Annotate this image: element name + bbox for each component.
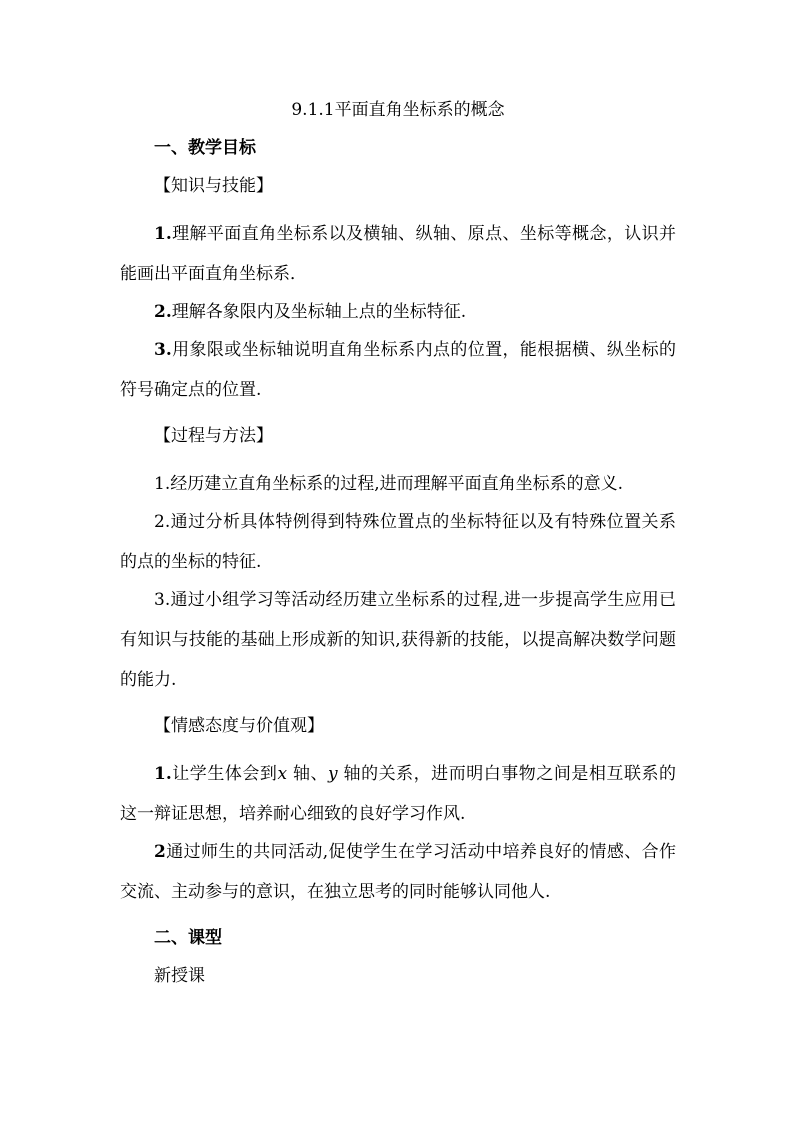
section-heading-lesson-type: 二、课型 xyxy=(154,928,222,948)
objective-item xyxy=(120,292,676,332)
objective-item xyxy=(120,330,676,410)
item-text: 通过小组学习等活动经历建立坐标系的过程,进一步提高学生应用已有知识与技能的基础上形成新的知识,获得新的技能，以提高解决数学问题的能力. xyxy=(120,590,676,690)
subheading-attitudes-values: 【情感态度与价值观】 xyxy=(154,716,324,736)
document-page xyxy=(120,100,676,986)
objective-item xyxy=(120,580,676,700)
document-title: 9.1.1平面直角坐标系的概念 xyxy=(291,100,505,120)
subheading-process-methods: 【过程与方法】 xyxy=(154,426,273,446)
lesson-type-body: 新授课 xyxy=(154,966,205,986)
item-number: 1. xyxy=(154,224,172,244)
item-text-pre: 让学生体会到 xyxy=(171,764,278,784)
section-heading-objectives: 一、教学目标 xyxy=(154,138,256,158)
subheading-knowledge-skills: 【知识与技能】 xyxy=(154,176,273,196)
item-number: 2 xyxy=(154,842,166,862)
item-number: 1. xyxy=(154,474,171,494)
item-text: 通过分析具体特例得到特殊位置点的坐标特征以及有特殊位置关系的点的坐标的特征. xyxy=(120,512,676,572)
item-text: 通过师生的共同活动,促使学生在学习活动中培养良好的情感、合作交流、主动参与的意识，在独立思考的同时能够认同他人. xyxy=(120,842,676,902)
variable-x: x xyxy=(277,764,288,784)
item-text: 用象限或坐标轴说明直角坐标系内点的位置，能根据横、纵坐标的符号确定点的位置. xyxy=(120,340,676,400)
objective-item xyxy=(120,214,676,294)
item-number: 2. xyxy=(154,512,171,532)
item-text-mid: 轴、 xyxy=(287,764,329,784)
item-text: 经历建立直角坐标系的过程,进而理解平面直角坐标系的意义. xyxy=(170,474,624,494)
item-number: 3. xyxy=(154,590,171,610)
objective-item xyxy=(120,502,676,582)
objective-item xyxy=(120,754,676,834)
item-number: 1. xyxy=(154,764,172,784)
objective-item xyxy=(120,464,676,504)
variable-y: y xyxy=(328,764,338,784)
objective-item xyxy=(120,832,676,912)
item-number: 2. xyxy=(154,302,172,322)
item-number: 3. xyxy=(154,340,172,360)
item-text: 理解各象限内及坐标轴上点的坐标特征. xyxy=(171,302,467,322)
item-text: 轴的关系，进而明白事物之间是相互联系的这一辩证思想，培养耐心细致的良好学习作风. xyxy=(120,764,677,824)
item-text: 理解平面直角坐标系以及横轴、纵轴、原点、坐标等概念，认识并能画出平面直角坐标系． xyxy=(120,224,676,284)
